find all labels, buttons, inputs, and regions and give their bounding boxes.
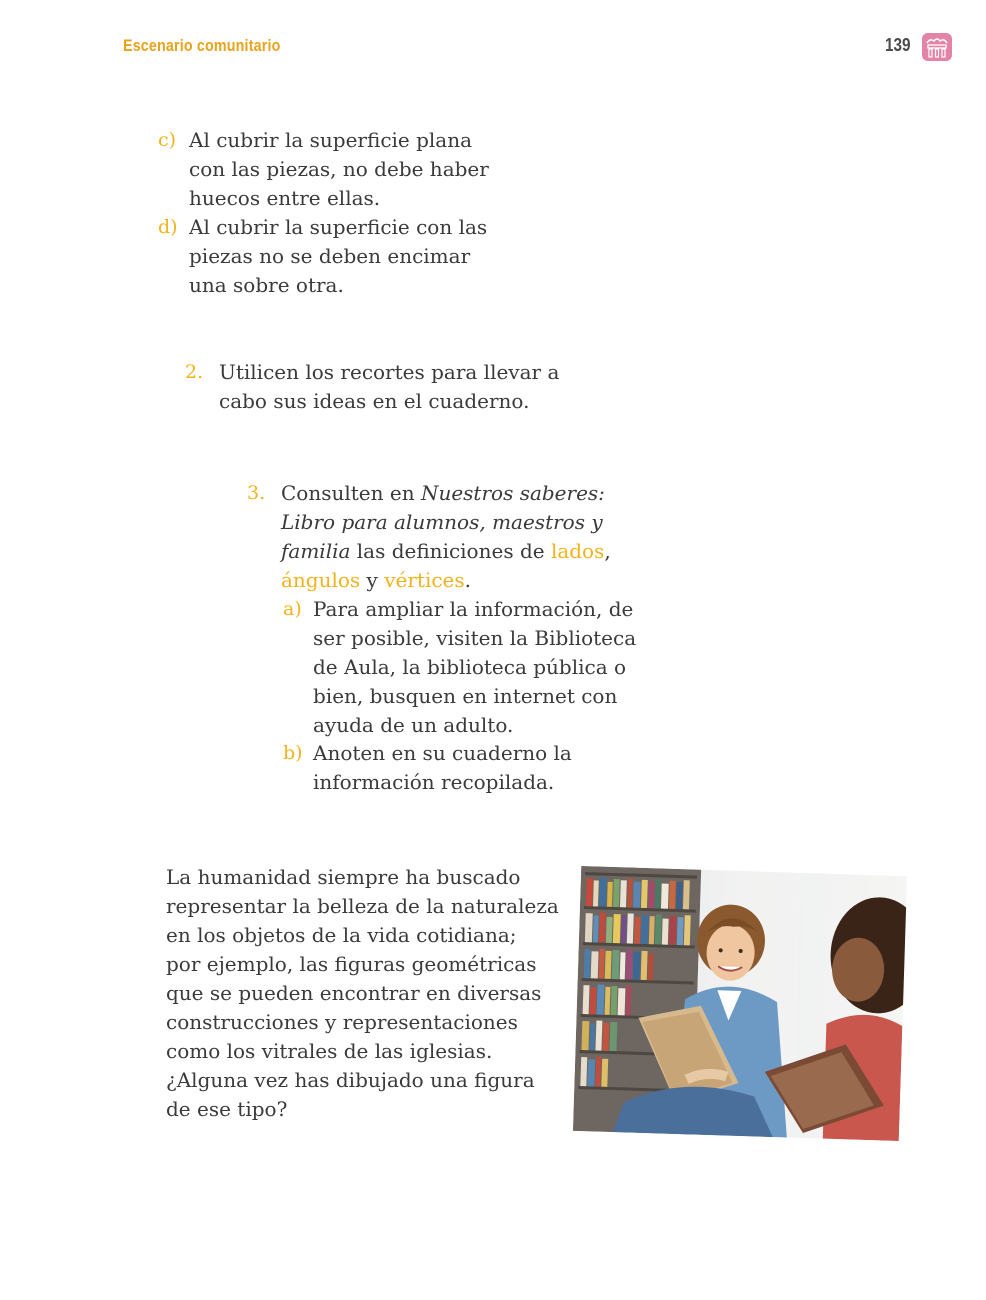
step-3-text [281,479,611,595]
paragraph-line: construcciones y representaciones [166,1010,518,1034]
punctuation: . [464,568,472,592]
paragraph-line: por ejemplo, las figuras geométricas [166,952,537,976]
closing-paragraph [166,863,559,1124]
sub-marker-a: a) [283,598,302,620]
children-reading-in-library-photo [573,866,907,1141]
step-2-line: cabo sus ideas en el cuaderno. [219,389,530,413]
paragraph-line: ¿Alguna vez has dibujado una figura [166,1068,535,1092]
step-2-text [219,358,559,416]
paragraph-line: de ese tipo? [166,1097,288,1121]
sub-item-a-line: ser posible, visiten la Biblioteca [313,626,637,650]
sub-item-b [313,739,572,797]
step-3-text-plain: Consulten en [281,481,421,505]
step-3-text-plain: las definiciones de [350,539,551,563]
step-3-line-3 [281,537,611,566]
step-2-line: Utilicen los recortes para llevar a [219,360,560,384]
book-title-italic: Nuestros saberes: [420,481,605,505]
keyword-vertices: vértices [384,568,465,592]
list-item-d-line: piezas no se deben encimar [189,244,471,268]
step-3-line-2 [281,508,611,537]
step-3-line-1 [281,479,611,508]
keyword-lados: lados [550,539,605,563]
keyword-angulos: ángulos [281,568,361,592]
list-item-c-line: Al cubrir la superficie plana [189,128,473,152]
sub-item-b-line: Anoten en su cuaderno la [313,741,572,765]
list-item-c-line: huecos entre ellas. [189,186,381,210]
paragraph-line: representar la belleza de la naturaleza [166,894,559,918]
page-number: 139 [885,35,911,55]
list-marker-c: c) [158,129,177,151]
paragraph-line: que se pueden encontrar en diversas [166,981,542,1005]
step-3-text-plain: y [360,568,385,592]
paragraph-line: La humanidad siempre ha buscado [166,865,521,889]
list-item-d [189,213,487,300]
list-item-c-line: con las piezas, no debe haber [189,157,489,181]
list-marker-d: d) [158,216,178,238]
section-title: Escenario comunitario [123,36,281,55]
sub-item-a-line: de Aula, la biblioteca pública o [313,655,627,679]
paragraph-line: como los vitrales de las iglesias. [166,1039,493,1063]
sub-item-b-line: información recopilada. [313,770,555,794]
sub-item-a-line: bien, busquen en internet con [313,684,618,708]
sub-item-a [313,595,636,740]
paragraph-line: en los objetos de la vida cotidiana; [166,923,517,947]
sub-item-a-line: Para ampliar la información, de [313,597,634,621]
list-item-d-line: Al cubrir la superficie con las [189,215,488,239]
community-scenario-icon [922,33,952,61]
sub-marker-b: b) [283,742,303,764]
list-item-c [189,126,489,213]
step-2-marker: 2. [185,361,204,383]
step-3-marker: 3. [247,482,266,504]
book-title-italic: Libro para alumnos, maestros y [281,510,603,534]
list-item-d-line: una sobre otra. [189,273,344,297]
punctuation: , [604,539,611,563]
sub-item-a-line: ayuda de un adulto. [313,713,514,737]
book-title-italic: familia [281,539,351,563]
step-3-line-4 [281,566,611,595]
